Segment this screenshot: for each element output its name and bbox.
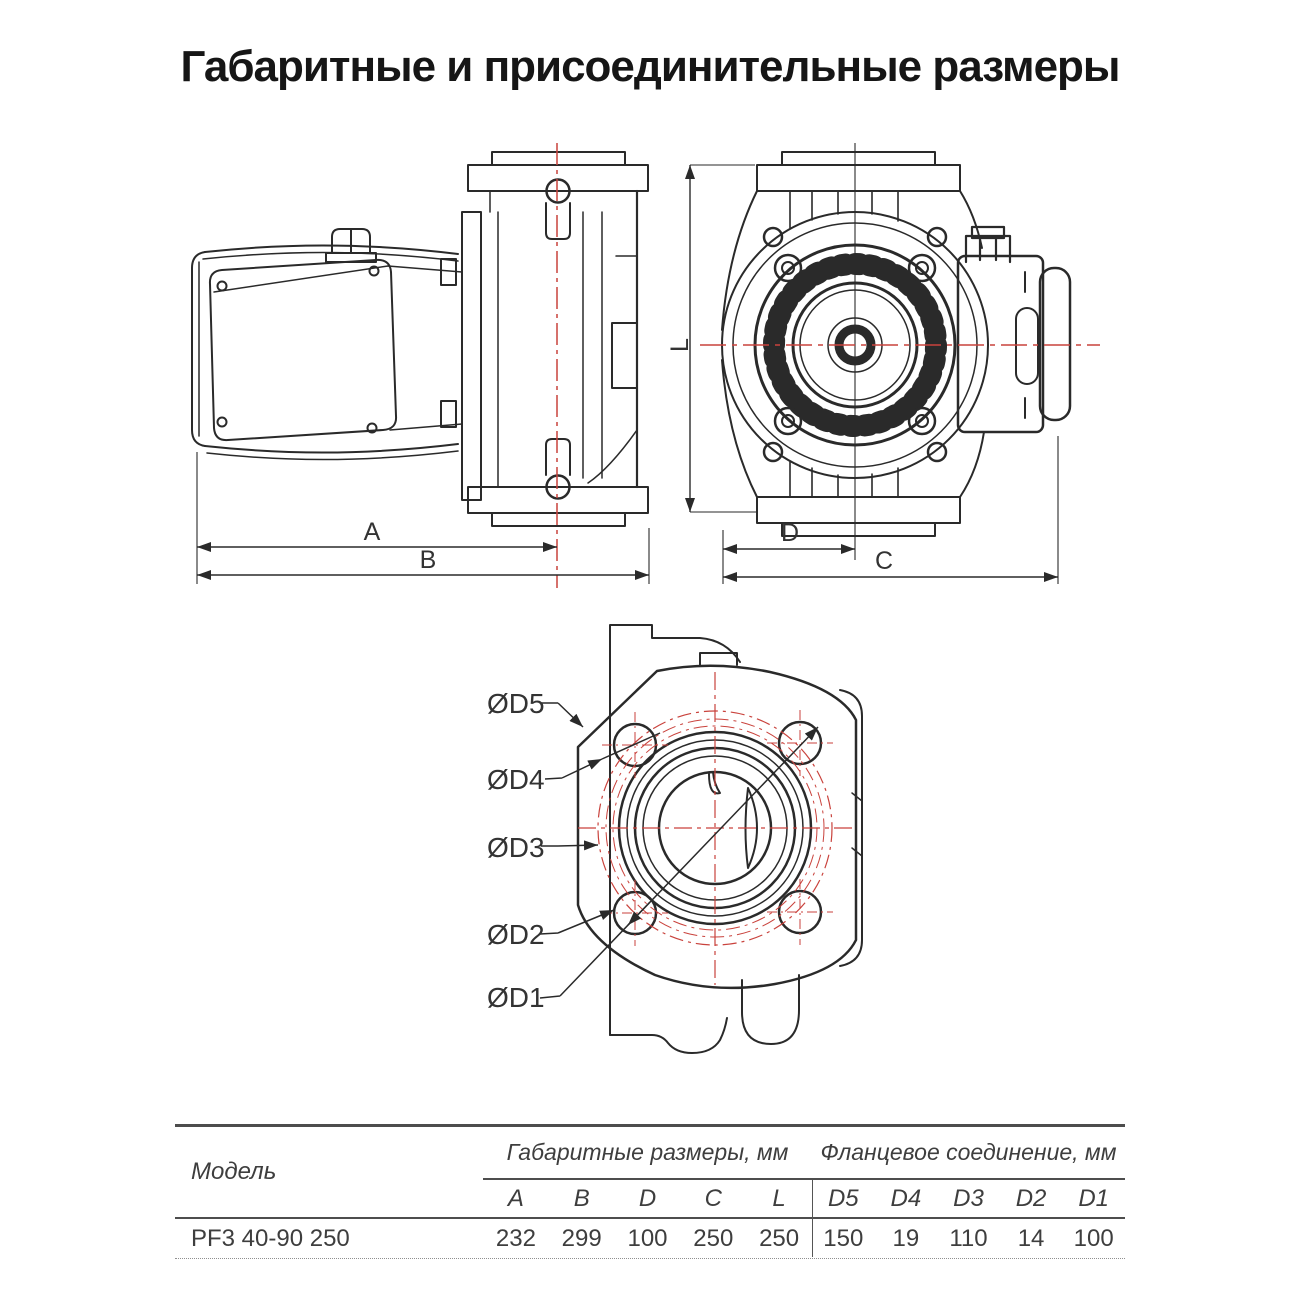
table-cell: 100 bbox=[627, 1224, 668, 1252]
table-group-divider bbox=[812, 1180, 813, 1257]
table-header bbox=[175, 1127, 1125, 1219]
motor-screw bbox=[218, 418, 227, 427]
group-header-dimensions: Габаритные размеры, мм bbox=[506, 1139, 789, 1165]
table-cell: 14 bbox=[1017, 1224, 1045, 1252]
dimension-label-a: A bbox=[363, 518, 381, 546]
dimension-label-b: B bbox=[419, 546, 437, 574]
table-cell: 299 bbox=[561, 1224, 602, 1252]
flange-view-drawing bbox=[455, 598, 955, 1098]
model-column-header: Модель bbox=[191, 1158, 277, 1185]
diameter-label-d1: ØD1 bbox=[487, 982, 545, 1013]
side-view-drawing bbox=[185, 135, 660, 595]
column-header: D3 bbox=[953, 1184, 984, 1212]
group-header-row bbox=[483, 1127, 1125, 1180]
column-header: D bbox=[638, 1184, 657, 1212]
table-cell: 110 bbox=[949, 1224, 988, 1252]
motor-screw bbox=[218, 282, 227, 291]
flange-view-geometry bbox=[578, 625, 862, 1053]
column-header-row bbox=[483, 1180, 1125, 1217]
dimensions-table bbox=[175, 1124, 1125, 1259]
table-row bbox=[175, 1219, 1125, 1259]
page-title: Габаритные и присоединительные размеры bbox=[180, 42, 1120, 91]
diameter-label-d3: ØD3 bbox=[487, 832, 545, 863]
dimension-label-c: C bbox=[874, 547, 894, 575]
dimension-label-l: L bbox=[666, 338, 694, 352]
side-view-geometry bbox=[192, 152, 648, 526]
diameter-label-d4: ØD4 bbox=[487, 764, 545, 795]
front-view-geometry bbox=[722, 152, 1070, 536]
table-cell: 250 bbox=[693, 1224, 734, 1252]
column-header: D1 bbox=[1078, 1184, 1109, 1212]
front-view-drawing bbox=[665, 135, 1125, 595]
column-header: B bbox=[573, 1184, 590, 1212]
column-header: D2 bbox=[1015, 1184, 1047, 1212]
table-cell: 150 bbox=[823, 1224, 864, 1252]
column-header: C bbox=[704, 1184, 722, 1212]
flange-centerlines bbox=[578, 672, 852, 985]
table-cell: 232 bbox=[495, 1224, 536, 1252]
diameter-label-d2: ØD2 bbox=[487, 919, 545, 950]
model-name: PF3 40-90 250 bbox=[191, 1224, 350, 1252]
table-cell: 100 bbox=[1073, 1224, 1114, 1252]
table-cell: 250 bbox=[759, 1224, 800, 1252]
column-header: A bbox=[507, 1184, 524, 1212]
group-header-flange: Фланцевое соединение, мм bbox=[820, 1139, 1117, 1165]
table-cell: 19 bbox=[892, 1224, 920, 1252]
column-header: D4 bbox=[890, 1184, 922, 1212]
column-header: L bbox=[772, 1184, 786, 1212]
dimension-label-d: D bbox=[780, 519, 800, 547]
column-header: D5 bbox=[827, 1184, 859, 1212]
diameter-label-d5: ØD5 bbox=[487, 688, 545, 719]
